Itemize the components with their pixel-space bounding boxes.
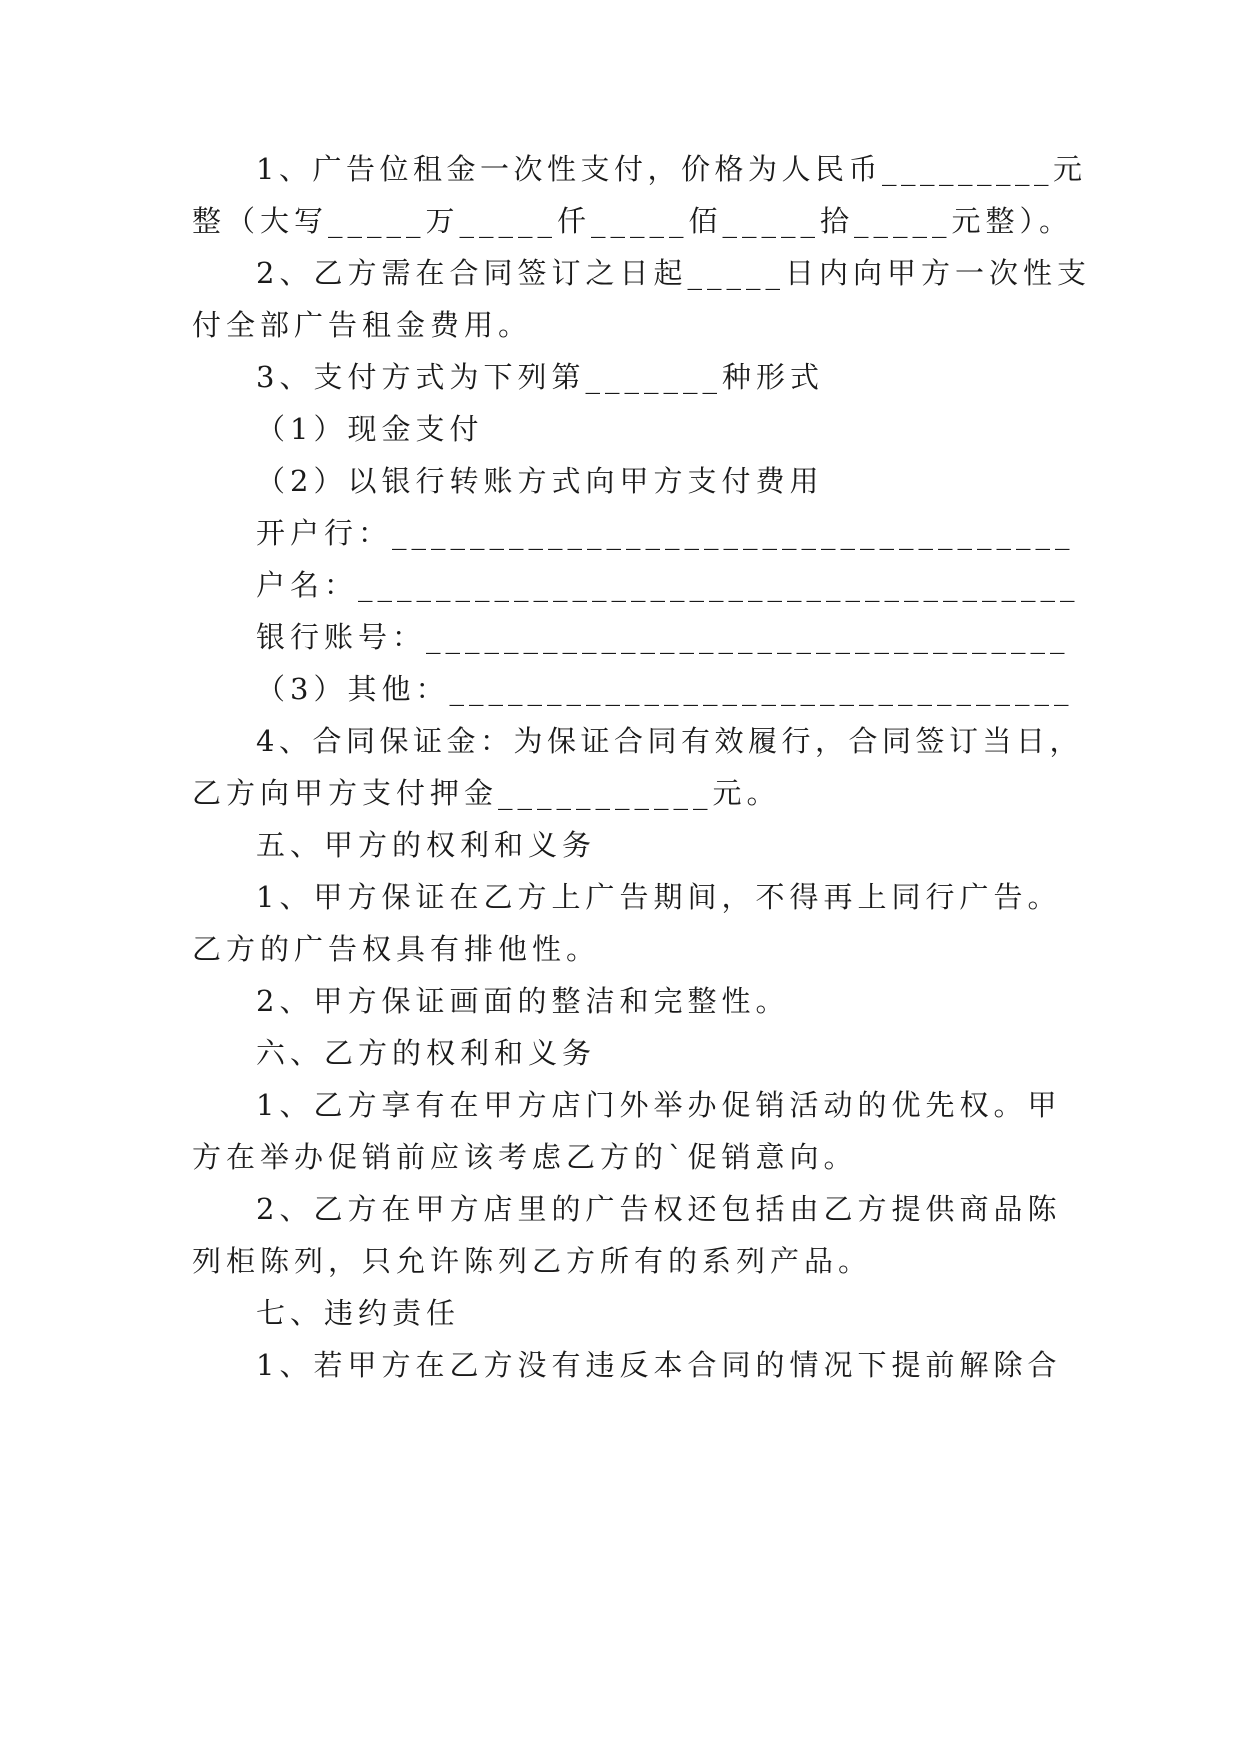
- text-line: 1、广告位租金一次性支付，价格为人民币_________元: [256, 152, 1087, 186]
- text-line: 付全部广告租金费用。: [192, 308, 533, 342]
- account-number-line: 银行账号：_________________________________: [256, 620, 1070, 654]
- text-line: 乙方向甲方支付押金___________元。: [192, 776, 781, 810]
- text-line: （2）以银行转账方式向甲方支付费用: [256, 464, 824, 498]
- section-heading: 七、违约责任: [256, 1296, 461, 1330]
- text-line: 3、支付方式为下列第_______种形式: [256, 360, 824, 394]
- account-name-line: 户名：_____________________________________: [256, 568, 1080, 602]
- text-line: 1、乙方享有在甲方店门外举办促销活动的优先权。甲: [256, 1088, 1062, 1122]
- text-line: 方在举办促销前应该考虑乙方的`促销意向。: [192, 1140, 858, 1174]
- text-line: 乙方的广告权具有排他性。: [192, 932, 601, 966]
- text-line: 列柜陈列，只允许陈列乙方所有的系列产品。: [192, 1244, 873, 1278]
- text-line: 1、甲方保证在乙方上广告期间，不得再上同行广告。: [256, 880, 1062, 914]
- section-heading: 六、乙方的权利和义务: [256, 1036, 597, 1070]
- text-line: 2、甲方保证画面的整洁和完整性。: [256, 984, 790, 1018]
- text-line: 整（大写_____万_____仟_____佰_____拾_____元整）。: [192, 204, 1074, 238]
- text-line: （1）现金支付: [256, 412, 484, 446]
- text-line: 2、乙方在甲方店里的广告权还包括由乙方提供商品陈: [256, 1192, 1062, 1226]
- section-heading: 五、甲方的权利和义务: [256, 828, 597, 862]
- bank-name-line: 开户行：___________________________________: [256, 516, 1075, 550]
- text-line: 4、合同保证金：为保证合同有效履行，合同签订当日，: [256, 724, 1083, 758]
- other-line: （3）其他：________________________________: [256, 672, 1074, 706]
- text-line: 2、乙方需在合同签订之日起_____日内向甲方一次性支: [256, 256, 1091, 290]
- text-line: 1、若甲方在乙方没有违反本合同的情况下提前解除合: [256, 1348, 1062, 1382]
